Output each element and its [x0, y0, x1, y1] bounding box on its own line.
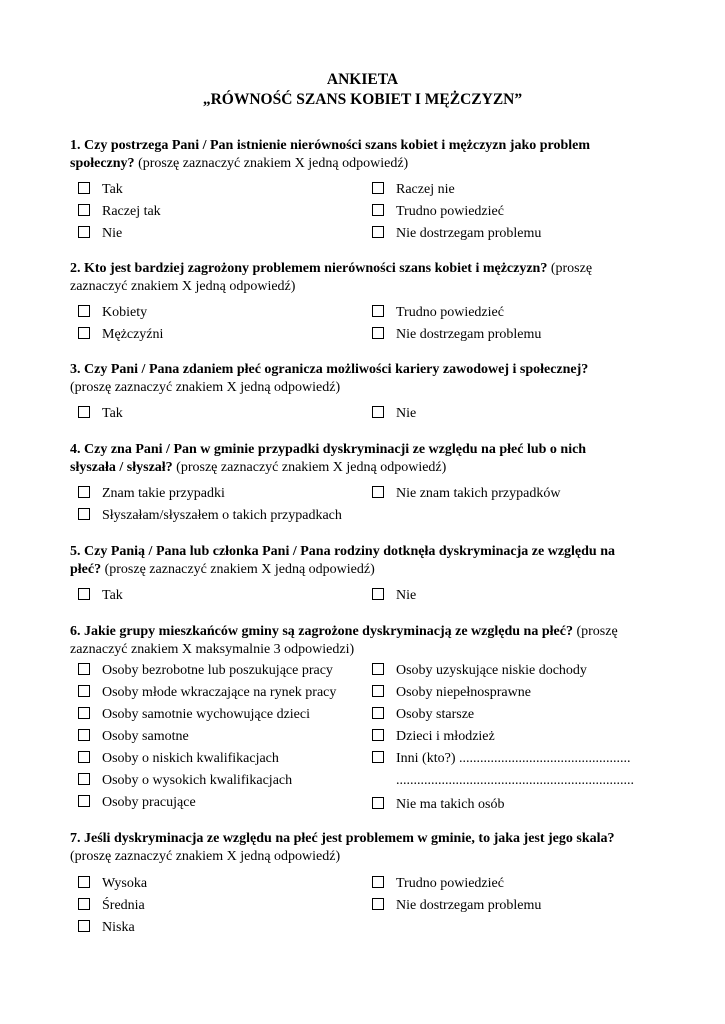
checkbox[interactable] — [78, 751, 90, 763]
q7-option-trudno-powiedziec[interactable]: Trudno powiedzieć — [372, 874, 504, 894]
q7-option-srednia[interactable]: Średnia — [78, 896, 145, 916]
question-2-text: 2. Kto jest bardziej zagrożony problemem nierówności szans kobiet i mężczyzn? — [70, 261, 548, 276]
q2-option-trudno-powiedziec[interactable]: Trudno powiedzieć — [372, 303, 504, 323]
question-1-text-cont: społeczny? — [70, 156, 135, 171]
q7-option-niska[interactable]: Niska — [78, 918, 135, 938]
q3-option-nie[interactable]: Nie — [372, 404, 416, 424]
checkbox[interactable] — [372, 729, 384, 741]
checkbox[interactable] — [372, 797, 384, 809]
question-7 — [70, 830, 650, 866]
question-4-instruction: (proszę zaznaczyć znakiem X jedną odpowiedź) — [172, 460, 447, 475]
checkbox[interactable] — [78, 486, 90, 498]
survey-title: ANKIETA — [326, 71, 399, 88]
question-1-text: 1. Czy postrzega Pani / Pan istnienie nierówności szans kobiet i mężczyzn jako problem — [70, 138, 591, 153]
checkbox[interactable] — [78, 327, 90, 339]
q6-option-samotne[interactable]: Osoby samotne — [78, 727, 189, 747]
q7-option-wysoka[interactable]: Wysoka — [78, 874, 147, 894]
question-3-text: 3. Czy Pani / Pana zdaniem płeć ogranicza możliwości kariery zawodowej i społecznej? — [70, 362, 589, 377]
question-6-instruction-cont: zaznaczyć znakiem X maksymalnie 3 odpowiedzi) — [70, 642, 355, 657]
question-4 — [70, 441, 650, 477]
question-5-instruction: (proszę zaznaczyć znakiem X jedną odpowiedź) — [101, 562, 375, 577]
question-4-text-cont: słyszała / słyszał? — [70, 460, 173, 475]
checkbox[interactable] — [78, 663, 90, 675]
survey-subtitle: „RÓWNOŚĆ SZANS KOBIET I MĘŻCZYZN” — [202, 91, 523, 108]
checkbox[interactable] — [372, 751, 384, 763]
q6-option-niskie-kwalifikacje[interactable]: Osoby o niskich kwalifikacjach — [78, 749, 279, 769]
question-6-text: 6. Jakie grupy mieszkańców gminy są zagrożone dyskryminacją ze względu na płeć? — [70, 624, 573, 639]
question-7-text: 7. Jeśli dyskryminacja ze względu na płeć jest problemem w gminie, to jaka jest jego skala? — [70, 831, 615, 846]
question-3-instruction: (proszę zaznaczyć znakiem X jedną odpowiedź) — [70, 380, 341, 395]
question-5-text: 5. Czy Panią / Pana lub członka Pani / Pana rodziny dotknęła dyskryminacja ze względu na — [70, 544, 616, 559]
q6-option-dzieci-mlodziez[interactable]: Dzieci i młodzież — [372, 727, 495, 747]
checkbox[interactable] — [78, 920, 90, 932]
q5-option-nie[interactable]: Nie — [372, 586, 416, 606]
q6-option-samotnie-wychowujace[interactable]: Osoby samotnie wychowujące dzieci — [78, 705, 310, 725]
question-4-text: 4. Czy zna Pani / Pan w gminie przypadki dyskryminacji ze względu na płeć lub o nich — [70, 442, 587, 457]
checkbox[interactable] — [372, 685, 384, 697]
question-6-instruction: (proszę — [572, 624, 618, 639]
checkbox[interactable] — [78, 305, 90, 317]
checkbox[interactable] — [78, 406, 90, 418]
question-7-instruction: (proszę zaznaczyć znakiem X jedną odpowiedź) — [70, 849, 341, 864]
checkbox[interactable] — [78, 707, 90, 719]
q6-option-mlode[interactable]: Osoby młode wkraczające na rynek pracy — [78, 683, 336, 703]
q6-option-nie-ma[interactable]: Nie ma takich osób — [372, 795, 504, 815]
q6-option-pracujace[interactable]: Osoby pracujące — [78, 793, 196, 813]
q3-option-tak[interactable]: Tak — [78, 404, 123, 424]
q6-option-bezrobotne[interactable]: Osoby bezrobotne lub poszukujące pracy — [78, 661, 333, 681]
checkbox[interactable] — [78, 729, 90, 741]
q1-option-tak[interactable]: Tak — [78, 180, 123, 200]
question-2-instruction: (proszę — [547, 261, 593, 276]
q1-option-raczej-tak[interactable]: Raczej tak — [78, 202, 161, 222]
q6-option-inni[interactable]: Inni (kto?) ................................................. — [372, 749, 630, 769]
question-5 — [70, 543, 650, 579]
checkbox[interactable] — [372, 663, 384, 675]
q2-option-mezczyzni[interactable]: Mężczyźni — [78, 325, 163, 345]
q4-option-znam[interactable]: Znam takie przypadki — [78, 484, 225, 504]
checkbox[interactable] — [78, 204, 90, 216]
checkbox[interactable] — [372, 406, 384, 418]
checkbox[interactable] — [78, 898, 90, 910]
checkbox[interactable] — [78, 795, 90, 807]
checkbox[interactable] — [372, 588, 384, 600]
q1-option-nie-dostrzegam[interactable]: Nie dostrzegam problemu — [372, 224, 541, 244]
question-2 — [70, 260, 650, 296]
q6-option-niskie-dochody[interactable]: Osoby uzyskujące niskie dochody — [372, 661, 587, 681]
q7-option-nie-dostrzegam[interactable]: Nie dostrzegam problemu — [372, 896, 541, 916]
q4-option-nie-znam[interactable]: Nie znam takich przypadków — [372, 484, 560, 504]
q1-option-nie[interactable]: Nie — [78, 224, 122, 244]
checkbox[interactable] — [78, 588, 90, 600]
checkbox[interactable] — [372, 226, 384, 238]
q1-option-raczej-nie[interactable]: Raczej nie — [372, 180, 455, 200]
q6-inni-fill-line[interactable]: .................................................................... — [396, 773, 634, 788]
question-1-instruction: (proszę zaznaczyć znakiem X jedną odpowiedź) — [134, 156, 409, 171]
checkbox[interactable] — [372, 305, 384, 317]
checkbox[interactable] — [78, 685, 90, 697]
q4-option-slyszalam[interactable]: Słyszałam/słyszałem o takich przypadkach — [78, 506, 342, 526]
question-5-text-cont: płeć? — [70, 562, 102, 577]
checkbox[interactable] — [78, 773, 90, 785]
question-6 — [70, 623, 650, 659]
checkbox[interactable] — [78, 876, 90, 888]
checkbox[interactable] — [372, 182, 384, 194]
question-1 — [70, 137, 650, 173]
question-3 — [70, 361, 650, 397]
checkbox[interactable] — [372, 876, 384, 888]
q2-option-nie-dostrzegam[interactable]: Nie dostrzegam problemu — [372, 325, 541, 345]
q6-option-niepelnosprawne[interactable]: Osoby niepełnosprawne — [372, 683, 531, 703]
q6-option-starsze[interactable]: Osoby starsze — [372, 705, 474, 725]
question-2-instruction-cont: zaznaczyć znakiem X jedną odpowiedź) — [70, 279, 296, 294]
q2-option-kobiety[interactable]: Kobiety — [78, 303, 147, 323]
q6-option-wysokie-kwalifikacje[interactable]: Osoby o wysokich kwalifikacjach — [78, 771, 292, 791]
checkbox[interactable] — [372, 204, 384, 216]
q1-option-trudno-powiedziec[interactable]: Trudno powiedzieć — [372, 202, 504, 222]
q5-option-tak[interactable]: Tak — [78, 586, 123, 606]
checkbox[interactable] — [372, 898, 384, 910]
checkbox[interactable] — [78, 182, 90, 194]
checkbox[interactable] — [78, 226, 90, 238]
checkbox[interactable] — [372, 486, 384, 498]
checkbox[interactable] — [372, 327, 384, 339]
checkbox[interactable] — [78, 508, 90, 520]
checkbox[interactable] — [372, 707, 384, 719]
